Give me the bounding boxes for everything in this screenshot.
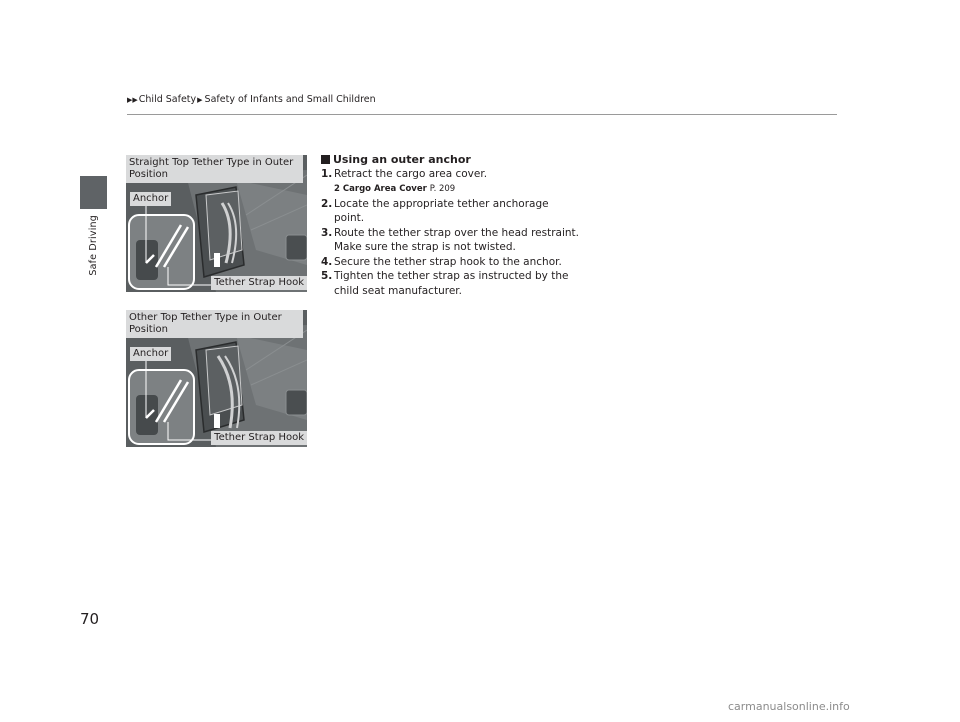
figure-straight-tether xyxy=(126,155,307,292)
tether-strap-hook-label: Tether Strap Hook xyxy=(211,276,307,290)
figure-title: Other Top Tether Type in Outer Position xyxy=(126,310,303,338)
figure-title: Straight Top Tether Type in Outer Position xyxy=(126,155,303,183)
step-text: Secure the tether strap hook to the anchor. xyxy=(334,255,562,268)
list-item xyxy=(321,226,581,255)
step-number: 3. xyxy=(321,226,333,239)
step-number: 1. xyxy=(321,168,333,180)
list-item xyxy=(321,269,581,298)
watermark: carmanualsonline.info xyxy=(728,700,850,713)
breadcrumb-arrow-icon: ▶▶ xyxy=(127,95,138,104)
section-side-label: Safe Driving xyxy=(88,215,99,276)
step-number: 4. xyxy=(321,255,333,268)
reference-title[interactable]: Cargo Area Cover xyxy=(342,183,427,194)
page-number: 70 xyxy=(80,610,100,628)
figure-other-tether xyxy=(126,310,307,447)
anchor-label: Anchor xyxy=(130,347,171,361)
breadcrumb-arrow-icon: ▶ xyxy=(197,95,203,104)
breadcrumb xyxy=(127,94,376,105)
step-text: Locate the appropriate tether anchorage point. xyxy=(334,197,549,224)
list-item xyxy=(321,167,581,182)
list-item xyxy=(321,255,581,270)
breadcrumb-item-child-safety[interactable]: Child Safety xyxy=(138,94,197,105)
step-text: Retract the cargo area cover. xyxy=(334,168,488,180)
section-content xyxy=(321,153,581,298)
breadcrumb-item-infants[interactable]: Safety of Infants and Small Children xyxy=(204,94,376,105)
step-number: 2. xyxy=(321,197,333,210)
heading-square-icon xyxy=(321,155,330,164)
anchor-label: Anchor xyxy=(130,192,171,206)
list-item xyxy=(321,197,581,226)
reference-page[interactable]: P. 209 xyxy=(429,183,456,194)
step-text: Route the tether strap over the head restraint. Make sure the strap is not twisted. xyxy=(334,226,579,253)
section-tab xyxy=(80,176,107,209)
reference-arrow-icon: 2 xyxy=(334,183,340,194)
tether-strap-hook-label: Tether Strap Hook xyxy=(211,431,307,445)
step-text: Tighten the tether strap as instructed by the child seat manufacturer. xyxy=(334,270,569,297)
header-rule xyxy=(127,114,837,115)
step-number: 5. xyxy=(321,270,333,282)
section-heading-text: Using an outer anchor xyxy=(333,153,471,166)
cross-reference-link[interactable] xyxy=(334,184,581,194)
section-heading xyxy=(321,153,581,166)
